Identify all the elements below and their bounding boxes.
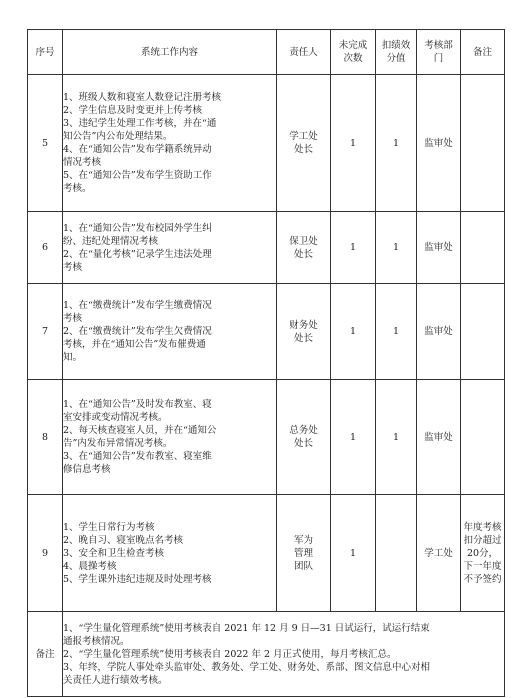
row-note <box>461 380 505 495</box>
content-line: 修信息考核 <box>63 464 111 475</box>
row-unfinished: 1 <box>331 284 376 380</box>
remarks-content <box>63 612 505 697</box>
header-deduct: 扣绩效 分值 <box>376 30 417 75</box>
row-content <box>63 212 277 284</box>
remark-line: 2、“学生量化管理系统”使用考核表自 2022 年 2 月正式使用，每月考核汇总。 <box>63 648 397 660</box>
remark-line: 1、“学生量化管理系统”使用考核表自 2021 年 12 月 9 日—31 日试运行，试运行结束 <box>63 622 430 634</box>
remark-item <box>63 648 504 661</box>
content-line: 3、在“通知公告”发布教室、寝室维 <box>63 451 212 462</box>
remark-item <box>63 661 504 687</box>
row-unfinished: 1 <box>331 212 376 284</box>
content-line: 1、在“通知公告”发布校园外学生纠 <box>63 222 212 234</box>
header-unfinished: 未完成 次数 <box>331 30 376 75</box>
content-line: 2、学生信息及时变更并上传考核 <box>63 105 203 116</box>
header-owner: 责任人 <box>277 30 331 75</box>
row-index: 6 <box>28 212 63 284</box>
row-deduct: 1 <box>376 380 417 495</box>
content-line: 告”内发布异常情况考核。 <box>63 438 173 449</box>
row-content <box>63 75 277 212</box>
content-line: 4、在“通知公告”发布学籍系统异动 <box>63 144 212 155</box>
content-line: 知公告”内公布处理结果。 <box>63 131 173 142</box>
remark-item <box>63 622 504 648</box>
header-row <box>28 30 505 75</box>
content-line: 1、学生日常行为考核 <box>63 521 155 533</box>
content-line: 情况考核 <box>63 157 102 168</box>
content-line: 2、在“缴费统计”发布学生欠费情况 <box>63 326 212 337</box>
header-content: 系统工作内容 <box>63 30 277 75</box>
content-line: 考核，并在“通知公告”发布催费通 <box>63 339 206 350</box>
row-note: 年度考核 扣分超过 20分， 下一年度 不予签约 <box>461 495 505 612</box>
row-dept: 监审处 <box>417 380 461 495</box>
row-note <box>461 284 505 380</box>
content-line: 考核 <box>63 313 83 324</box>
content-line: 室安排或变动情况考核。 <box>63 412 168 423</box>
row-content <box>63 284 277 380</box>
remarks-row <box>28 612 505 697</box>
content-line: 4、晨操考核 <box>63 560 117 572</box>
row-deduct: 1 <box>376 212 417 284</box>
row-dept: 监审处 <box>417 75 461 212</box>
row-index: 7 <box>28 284 63 380</box>
content-line: 2、每天核查寝室人员，并在“通知公 <box>63 425 217 436</box>
content-line: 1、班级人数和寝室人数登记注册考核 <box>63 92 222 103</box>
content-line: 知。 <box>63 352 83 363</box>
row-dept: 监审处 <box>417 212 461 284</box>
row-owner: 学工处 处长 <box>277 75 331 212</box>
row-content <box>63 495 277 612</box>
row-unfinished: 1 <box>331 495 376 612</box>
row-content <box>63 380 277 495</box>
row-owner: 保卫处 处长 <box>277 212 331 284</box>
table-row <box>28 212 505 284</box>
content-line: 考核 <box>63 261 83 273</box>
content-line: 2、晚自习、寝室晚点名考核 <box>63 534 184 546</box>
row-index: 9 <box>28 495 63 612</box>
row-index: 8 <box>28 380 63 495</box>
content-line: 5、在“通知公告”发布学生资助工作 <box>63 170 212 181</box>
row-dept: 监审处 <box>417 284 461 380</box>
table-row <box>28 380 505 495</box>
row-dept: 学工处 <box>417 495 461 612</box>
header-note: 备注 <box>461 30 505 75</box>
row-unfinished: 1 <box>331 75 376 212</box>
content-line: 考核。 <box>63 183 92 194</box>
row-owner: 财务处 处长 <box>277 284 331 380</box>
remark-line: 关责任人进行绩效考核。 <box>63 674 168 686</box>
row-deduct: 1 <box>376 284 417 380</box>
content-line: 5、学生课外违纪违规及时处理考核 <box>63 573 212 585</box>
remark-line: 通报考核情况。 <box>63 635 130 647</box>
table-row <box>28 495 505 612</box>
header-dept: 考核部 门 <box>417 30 461 75</box>
content-line: 3、违纪学生处理工作考核，并在“通 <box>63 118 217 129</box>
content-line: 3、安全和卫生检查考核 <box>63 547 165 559</box>
remark-line: 3、年终，学院人事处牵头监审处、教务处、学工处、财务处、系部、图文信息中心对相 <box>63 661 431 673</box>
header-index: 序号 <box>28 30 63 75</box>
row-owner: 总务处 处长 <box>277 380 331 495</box>
row-owner: 军为 管理 团队 <box>277 495 331 612</box>
content-line: 1、在“通知公告”及时发布教室、寝 <box>63 399 212 410</box>
row-deduct: 1 <box>376 75 417 212</box>
row-deduct <box>376 495 417 612</box>
row-note <box>461 75 505 212</box>
table-row <box>28 75 505 212</box>
content-line: 1、在“缴费统计”发布学生缴费情况 <box>63 300 212 311</box>
table-row <box>28 284 505 380</box>
remarks-label: 备注 <box>28 612 63 697</box>
row-unfinished: 1 <box>331 380 376 495</box>
row-note <box>461 212 505 284</box>
content-line: 2、在“量化考核”记录学生违法处理 <box>63 248 212 260</box>
row-index: 5 <box>28 75 63 212</box>
content-line: 纷、违纪处理情况考核 <box>63 235 159 247</box>
assessment-table <box>27 29 505 697</box>
